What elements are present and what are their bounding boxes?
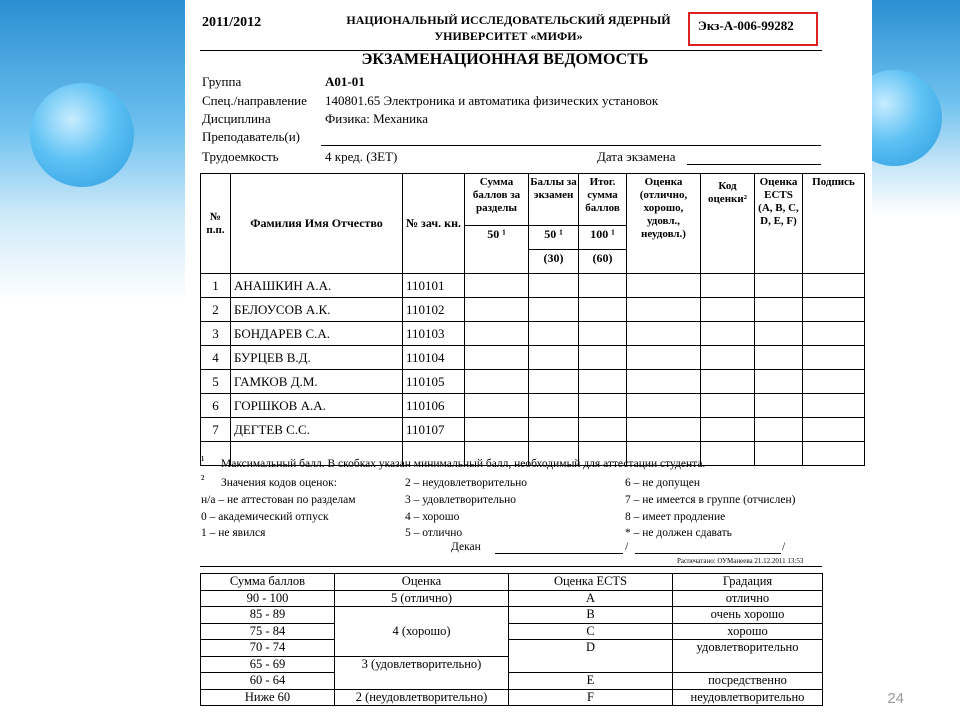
exam-score (529, 418, 579, 442)
code-5: 5 – отлично (405, 527, 463, 539)
workload-label: Трудоемкость (202, 149, 279, 164)
exam-code-box: Экз-А-006-99282 (688, 12, 818, 46)
code-4: 4 – хорошо (405, 511, 460, 523)
max-sections: 50 ¹ (465, 226, 529, 274)
sections-score (465, 274, 529, 298)
scale-range: 70 - 74 (201, 640, 335, 657)
col-header-code: Код оценки² (701, 174, 755, 274)
scale-ects: F (509, 689, 673, 706)
exam-score (529, 298, 579, 322)
col-header-total: Итог. сумма баллов (579, 174, 627, 226)
row-num: 4 (201, 346, 231, 370)
exam-date-line (687, 164, 821, 165)
scale-ects: C (509, 623, 673, 640)
record-book: 110102 (403, 298, 465, 322)
sections-score (465, 346, 529, 370)
teacher-line (321, 145, 821, 146)
scale-range: Ниже 60 (201, 689, 335, 706)
col-header-ects: Оценка ECTS (A, B, C, D, E, F) (755, 174, 803, 274)
ects-grade (755, 418, 803, 442)
ects-grade (755, 274, 803, 298)
row-num: 5 (201, 370, 231, 394)
ects-grade (755, 346, 803, 370)
scale-range: 65 - 69 (201, 656, 335, 673)
sections-score (465, 370, 529, 394)
table-row (201, 322, 865, 346)
table-row (201, 298, 865, 322)
total-score (579, 274, 627, 298)
printed-stamp: Распечатано: ОУМанеева 21.12.2011 13:53 (677, 557, 804, 565)
student-name: БЕЛОУСОВ А.К. (231, 298, 403, 322)
student-name: АНАШКИН А.А. (231, 274, 403, 298)
ects-grade (755, 370, 803, 394)
col-header-grade: Оценка (отлично, хорошо, удовл., неудовл.) (627, 174, 701, 274)
max-total: 100 ¹ (579, 226, 627, 250)
dean-signature-line (495, 553, 623, 554)
ects-grade (755, 298, 803, 322)
spec-label: Спец./направление (202, 93, 307, 108)
sections-score (465, 394, 529, 418)
grade (627, 394, 701, 418)
max-exam: 50 ¹ (529, 226, 579, 250)
sections-score (465, 418, 529, 442)
university-name: НАЦИОНАЛЬНЫЙ ИССЛЕДОВАТЕЛЬСКИЙ ЯДЕРНЫЙ УНИВЕРСИТЕТ «МИФИ» (346, 13, 671, 43)
code-1: 1 – не явился (201, 527, 266, 539)
footnote-1: Максимальный балл. В скобках указан минимальный балл, необходимый для аттестации студента. (221, 458, 706, 470)
min-exam: (30) (529, 250, 579, 274)
grade-code (701, 274, 755, 298)
slide-number: 24 (887, 690, 904, 707)
scale-grade-3: 3 (удовлетворительно) (335, 656, 509, 689)
code-star: * – не должен сдавать (625, 527, 732, 539)
record-book: 110106 (403, 394, 465, 418)
dean-separator: / (625, 541, 629, 553)
grade-code (701, 394, 755, 418)
dean-name-line (635, 553, 781, 554)
code-6: 6 – не допущен (625, 477, 701, 489)
scale-range: 75 - 84 (201, 623, 335, 640)
grade-code (701, 370, 755, 394)
grade (627, 298, 701, 322)
scale-gradation: удовлетворительно (673, 640, 823, 673)
col-header-book: № зач. кн. (403, 174, 465, 274)
dean-separator-end: / (782, 541, 786, 553)
workload-value: 4 кред. (ЗЕТ) (325, 149, 398, 164)
student-name: БУРЦЕВ В.Д. (231, 346, 403, 370)
scale-ects: E (509, 673, 673, 690)
table-row (201, 394, 865, 418)
scale-grade-2: 2 (неудовлетворительно) (335, 689, 509, 706)
sections-score (465, 322, 529, 346)
exam-date-label: Дата экзамена (597, 149, 676, 164)
total-score (579, 298, 627, 322)
row-num: 1 (201, 274, 231, 298)
grade-code (701, 418, 755, 442)
record-book: 110107 (403, 418, 465, 442)
row-num: 2 (201, 298, 231, 322)
sections-score (465, 298, 529, 322)
student-name: ДЕГТЕВ С.С. (231, 418, 403, 442)
grade (627, 322, 701, 346)
academic-year: 2011/2012 (202, 15, 262, 30)
col-header-num: № п.п. (201, 174, 231, 274)
total-score (579, 370, 627, 394)
group-label: Группа (202, 74, 242, 89)
code-3: 3 – удовлетворительно (405, 494, 517, 506)
grade (627, 274, 701, 298)
grading-scale-table (200, 573, 823, 706)
ects-grade (755, 442, 803, 466)
scale-range: 90 - 100 (201, 590, 335, 607)
row-num: 7 (201, 418, 231, 442)
signature (803, 274, 865, 298)
table-row (201, 370, 865, 394)
codes-title: Значения кодов оценок: (221, 477, 337, 489)
grades-table (200, 173, 865, 466)
code-0: 0 – академический отпуск (201, 511, 329, 523)
table-row (201, 346, 865, 370)
exam-score (529, 370, 579, 394)
total-score (579, 322, 627, 346)
code-8: 8 – имеет продление (625, 511, 726, 523)
grade (627, 346, 701, 370)
code-2: 2 – неудовлетворительно (405, 477, 528, 489)
col-header-exam: Баллы за экзамен (529, 174, 579, 226)
record-book: 110101 (403, 274, 465, 298)
scale-header-grade: Оценка (335, 574, 509, 591)
scale-gradation: хорошо (673, 623, 823, 640)
exam-score (529, 394, 579, 418)
record-book: 110104 (403, 346, 465, 370)
teacher-label: Преподаватель(и) (202, 129, 301, 144)
col-header-name: Фамилия Имя Отчество (231, 174, 403, 274)
scale-range: 85 - 89 (201, 607, 335, 624)
row-num: 3 (201, 322, 231, 346)
group-value: А01-01 (325, 74, 365, 89)
total-score (579, 394, 627, 418)
scale-gradation: посредственно (673, 673, 823, 690)
scale-header-gradation: Градация (673, 574, 823, 591)
scale-ects: A (509, 590, 673, 607)
ects-grade (755, 322, 803, 346)
signature (803, 346, 865, 370)
footnote-2-mark: ² (201, 474, 205, 486)
footnote-1-mark: ¹ (201, 455, 205, 467)
table-row (201, 274, 865, 298)
exam-score (529, 346, 579, 370)
grade-code (701, 346, 755, 370)
signature (803, 394, 865, 418)
min-total: (60) (579, 250, 627, 274)
scale-grade-4: 4 (хорошо) (335, 607, 509, 657)
record-book: 110105 (403, 370, 465, 394)
grade-code (701, 298, 755, 322)
scale-ects: D (509, 640, 673, 673)
exam-score (529, 274, 579, 298)
grade (627, 370, 701, 394)
grade (627, 418, 701, 442)
table-row (201, 418, 865, 442)
code-na: н/а – не аттестован по разделам (201, 494, 356, 506)
grade-code (701, 442, 755, 466)
exam-sheet-page (185, 0, 872, 720)
discipline-value: Физика: Механика (325, 111, 428, 126)
spec-value: 140801.65 Электроника и автоматика физических установок (325, 93, 659, 108)
decorative-bubble-left (30, 83, 134, 187)
col-header-sign: Подпись (803, 174, 865, 274)
ects-grade (755, 394, 803, 418)
signature (803, 298, 865, 322)
scale-gradation: неудовлетворительно (673, 689, 823, 706)
discipline-label: Дисциплина (202, 111, 271, 126)
signature (803, 442, 865, 466)
col-header-sections: Сумма баллов за разделы (465, 174, 529, 226)
dean-label: Декан (451, 541, 481, 553)
signature (803, 322, 865, 346)
row-num: 6 (201, 394, 231, 418)
scale-header-sum: Сумма баллов (201, 574, 335, 591)
exam-score (529, 322, 579, 346)
student-name: ГАМКОВ Д.М. (231, 370, 403, 394)
signature (803, 418, 865, 442)
section-rule (200, 566, 822, 567)
scale-gradation: очень хорошо (673, 607, 823, 624)
scale-ects: B (509, 607, 673, 624)
scale-header-ects: Оценка ECTS (509, 574, 673, 591)
sheet-title: ЭКЗАМЕНАЦИОННАЯ ВЕДОМОСТЬ (361, 51, 649, 68)
student-name: БОНДАРЕВ С.А. (231, 322, 403, 346)
total-score (579, 418, 627, 442)
record-book: 110103 (403, 322, 465, 346)
scale-grade-5: 5 (отлично) (335, 590, 509, 607)
code-7: 7 – не имеется в группе (отчислен) (625, 494, 796, 506)
scale-range: 60 - 64 (201, 673, 335, 690)
grade-code (701, 322, 755, 346)
total-score (579, 346, 627, 370)
signature (803, 370, 865, 394)
student-name: ГОРШКОВ А.А. (231, 394, 403, 418)
scale-gradation: отлично (673, 590, 823, 607)
